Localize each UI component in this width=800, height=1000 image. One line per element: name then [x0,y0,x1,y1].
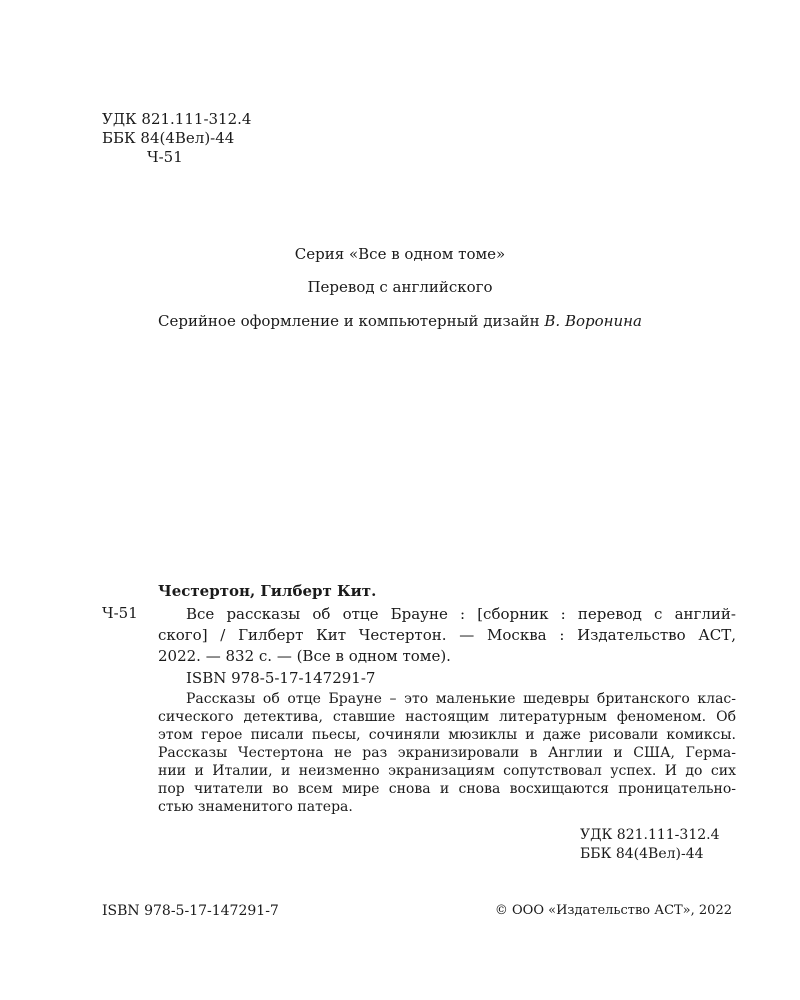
description-line: Все рассказы об отце Брауне : [сборник : перевод с англий- [186,605,736,623]
annotation [158,690,736,816]
classification-block [102,110,251,167]
bottom-bbk-code: ББК 84(4Вел)-44 [580,846,704,862]
bottom-classification [580,826,720,864]
footer-isbn: ISBN 978-5-17-147291-7 [102,903,279,919]
annotation-line: сического детектива, ставшие настоящим литературным феноменом. Об [158,709,736,725]
bibliographic-author: Честертон, Гилберт Кит. [158,582,377,600]
annotation-line: нии и Италии, и неизменно экранизациям сопутствовал успех. И до сих [158,763,736,779]
annotation-line: стью знаменитого патера. [158,799,353,815]
bibliographic-isbn: ISBN 978-5-17-147291-7 [186,669,376,687]
bbk-code: ББК 84(4Вел)-44 [102,129,235,147]
annotation-line: Рассказы об отце Брауне – это маленькие шедевры британского клас- [186,691,736,707]
design-credit [0,312,800,330]
annotation-line: Рассказы Честертона не раз экранизировали в Англии и США, Герма- [158,745,736,761]
translation-line: Перевод с английского [307,278,493,296]
udk-code: УДК 821.111-312.4 [102,110,252,128]
bottom-udk-code: УДК 821.111-312.4 [580,827,720,843]
annotation-line: этом герое писали пьесы, сочиняли мюзиклы и даже рисовали комиксы. [158,727,736,743]
description-line: 2022. — 832 с. — (Все в одном томе). [158,647,451,665]
bibliographic-code: Ч-51 [102,604,138,622]
design-credit-text: Серийное оформление и компьютерный дизайн [157,312,545,330]
designer-name: В. Воронина [544,312,643,330]
description-line: ского] / Гилберт Кит Честертон. — Москва : Издательство АСТ, [158,626,736,644]
footer-copyright: © ООО «Издательство АСТ», 2022 [494,903,732,918]
bibliographic-description [158,604,736,667]
author-mark: Ч-51 [147,148,183,166]
annotation-line: пор читатели во всем мире снова и снова восхищаются проницательно- [158,781,736,797]
series-line: Серия «Все в одном томе» [294,245,506,263]
